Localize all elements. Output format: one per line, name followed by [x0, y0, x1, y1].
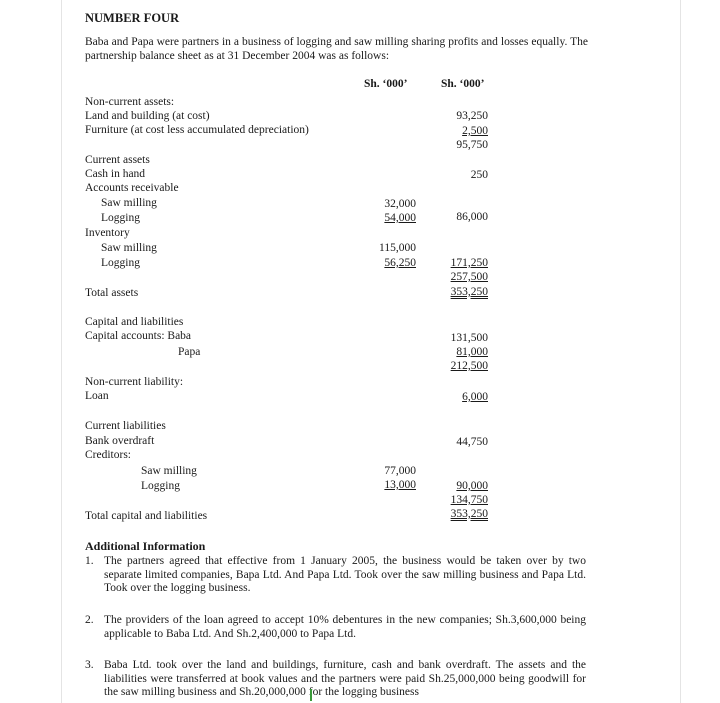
ar-total: 86,000 — [456, 211, 488, 223]
loan-label: Loan — [85, 390, 109, 402]
nca-total: 95,750 — [456, 139, 488, 151]
total-cl-value: 353,250 — [450, 508, 488, 520]
cred-log-value: 13,000 — [384, 479, 416, 491]
curl-heading: Current liabilities — [85, 420, 166, 432]
inv-saw-label: Saw milling — [101, 242, 157, 254]
additional-heading: Additional Information — [85, 539, 206, 553]
total-assets-label: Total assets — [85, 287, 139, 299]
ar-log-value: 54,000 — [384, 212, 416, 224]
item-1-text: The partners agreed that effective from 1 January 2005, the business would be taken over by two separate limited companies, Bapa Ltd. And Papa Ltd. Took over the saw milling business and Papa Ltd. Took over the logging business. — [104, 555, 586, 594]
total-assets-value: 353,250 — [450, 286, 488, 298]
ar-saw-value: 32,000 — [384, 198, 416, 210]
furniture-label: Furniture (at cost less accumulated depreciation) — [85, 124, 309, 136]
capital-total: 212,500 — [450, 360, 488, 372]
intro-paragraph: Baba and Papa were partners in a business of logging and saw milling sharing profits and losses equally. The partnership balance sheet as at 31 December 2004 was as follows: — [85, 36, 588, 62]
column-header-2: Sh. ‘000’ — [441, 78, 485, 90]
ar-saw-label: Saw milling — [101, 197, 157, 209]
liabilities-total: 134,750 — [450, 494, 488, 506]
overdraft-value: 44,750 — [456, 436, 488, 448]
cash-value: 250 — [470, 169, 488, 181]
sub-total: 257,500 — [450, 271, 488, 283]
question-title: NUMBER FOUR — [85, 11, 180, 25]
papa-label: Papa — [178, 346, 201, 358]
capital-baba-value: 131,500 — [450, 332, 488, 344]
capital-accounts-label: Capital accounts: Baba — [85, 330, 192, 342]
column-header-1: Sh. ‘000’ — [364, 78, 408, 90]
overdraft-label: Bank overdraft — [85, 435, 155, 447]
capital-papa-value: 81,000 — [456, 346, 488, 358]
item-3-number: 3. — [85, 659, 94, 671]
furniture-value: 2,500 — [462, 125, 488, 137]
ar-label: Accounts receivable — [85, 182, 179, 194]
inv-saw-value: 115,000 — [379, 242, 416, 254]
item-1-number: 1. — [85, 555, 94, 567]
ca-heading: Current assets — [85, 154, 150, 166]
land-label: Land and building (at cost) — [85, 110, 210, 122]
item-2-number: 2. — [85, 614, 94, 626]
cred-saw-label: Saw milling — [141, 465, 197, 477]
item-2-text: The providers of the loan agreed to accept 10% debentures in the new companies; Sh.3,600,000 being applicable to Baba Ltd. And Sh.2,400,000 to Papa Ltd. — [104, 614, 586, 640]
cash-label: Cash in hand — [85, 168, 146, 180]
ca-total: 171,250 — [450, 257, 488, 269]
item-3-text: Baba Ltd. took over the land and buildings, furniture, cash and bank overdraft. The assets and the liabilities were transferred at book values and the partners were paid Sh.25,000,000 being goodwill for the saw milling business and Sh.20,000,000 for the logging business — [104, 659, 586, 698]
cred-log-label: Logging — [141, 480, 180, 492]
cl-heading: Capital and liabilities — [85, 316, 184, 328]
cred-saw-value: 77,000 — [384, 465, 416, 477]
loan-value: 6,000 — [462, 391, 488, 403]
inventory-label: Inventory — [85, 227, 130, 239]
nca-heading: Non-current assets: — [85, 96, 175, 108]
creditors-label: Creditors: — [85, 449, 131, 461]
land-value: 93,250 — [456, 110, 488, 122]
inv-log-value: 56,250 — [384, 257, 416, 269]
ar-log-label: Logging — [101, 212, 140, 224]
text-cursor — [310, 689, 317, 701]
total-cl-label: Total capital and liabilities — [85, 510, 208, 522]
ncl-heading: Non-current liability: — [85, 376, 184, 388]
inv-log-label: Logging — [101, 257, 140, 269]
creditors-total: 90,000 — [456, 480, 488, 492]
